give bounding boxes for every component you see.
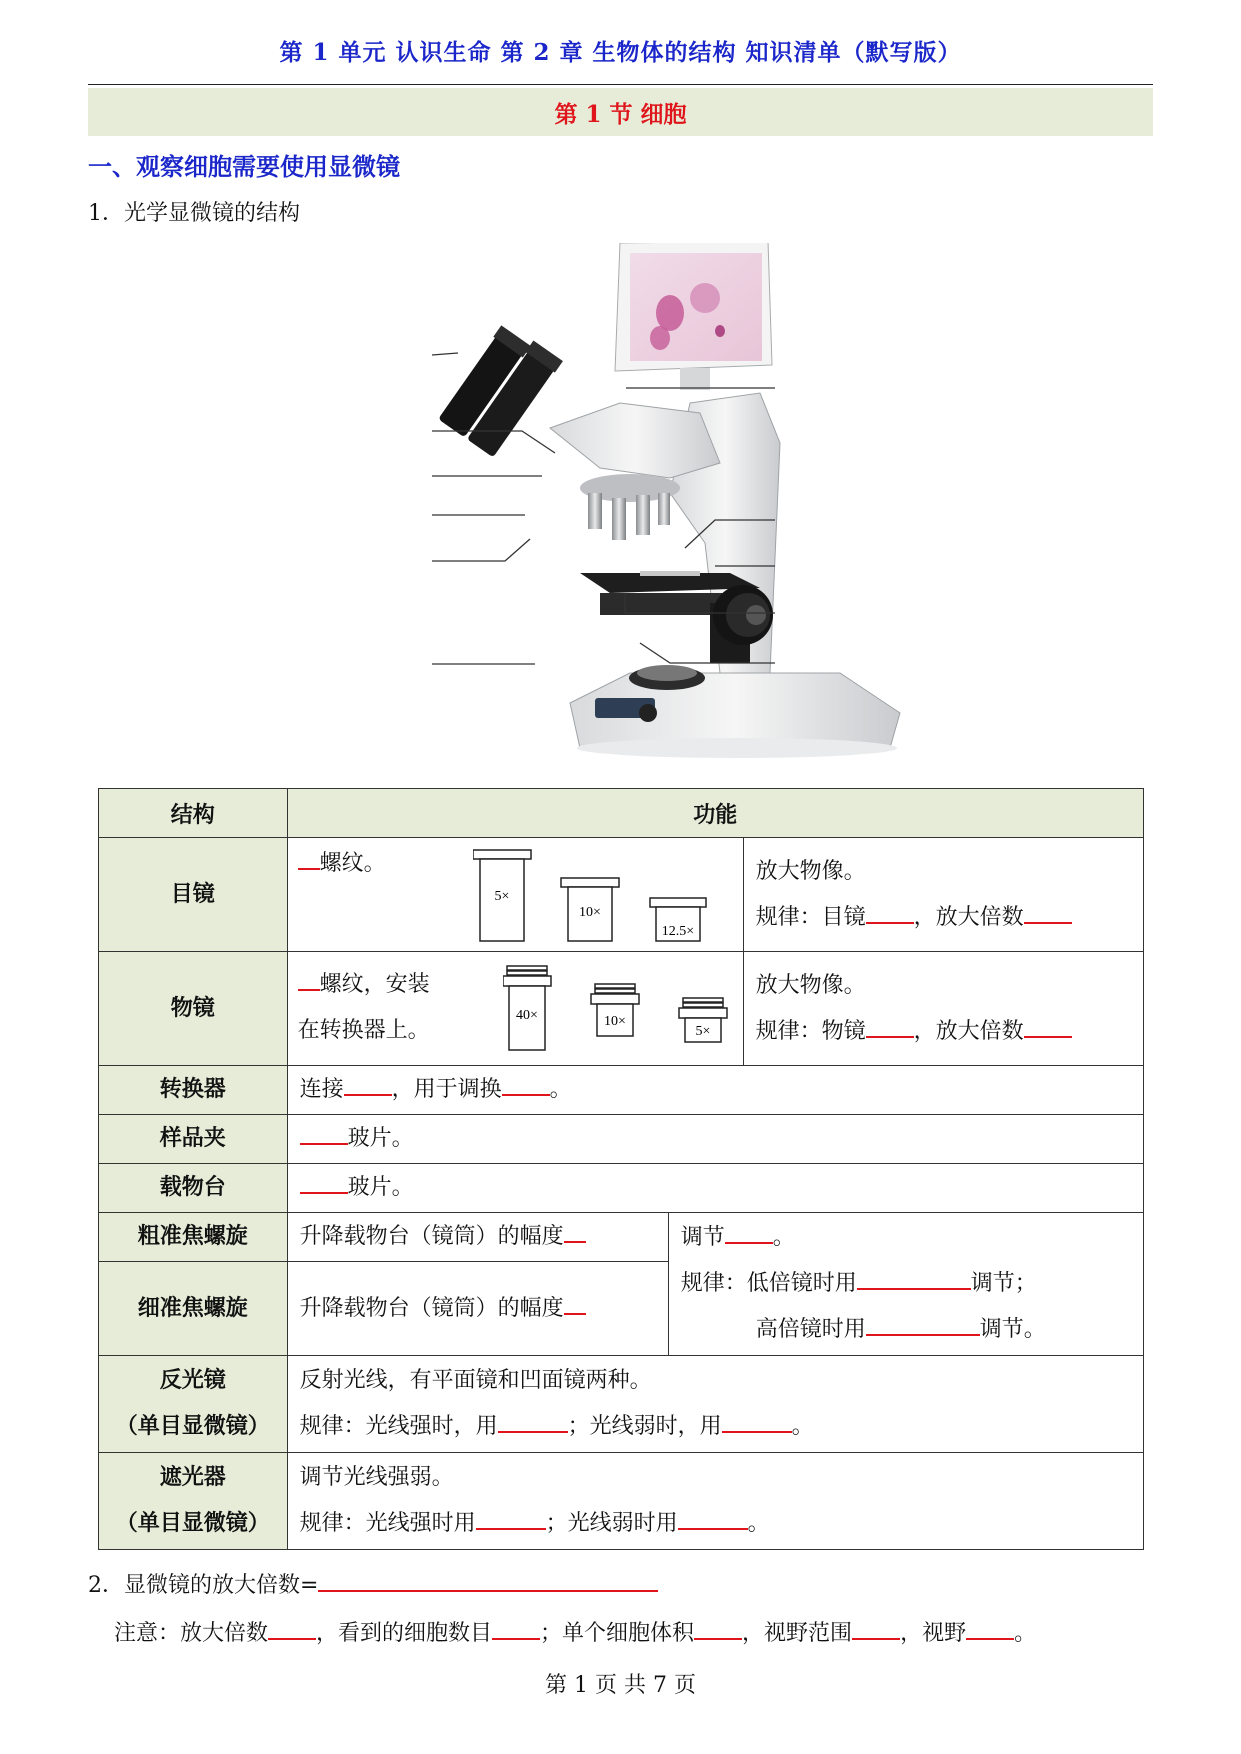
blank[interactable] [866,1014,914,1038]
blank[interactable] [564,1291,586,1315]
focus-text-d: 调节； [970,1271,1037,1296]
mirror-text-d: 。 [791,1414,814,1439]
diaphragm-text-c: ；光线弱时用 [545,1511,678,1536]
item-magnification [88,1568,658,1599]
section-title: 第 1 节 细胞 [88,88,1153,136]
diaphragm-text-d: 。 [747,1511,770,1536]
eyepiece-func1: 放大物像。 [755,858,866,884]
mirror-name2: （单目显微镜） [115,1414,270,1439]
note-text-e: ，视野 [900,1621,967,1646]
objective-lens-drawings [503,964,733,1054]
page-header: 第 1 单元 认识生命 第 2 章 生物体的结构 知识清单（默写版） [279,39,962,66]
blank[interactable] [498,1409,568,1433]
coarse-text: 升降载物台（镜筒）的幅度 [299,1224,564,1249]
blank[interactable] [298,846,320,870]
diaphragm-name1: 遮光器 [159,1465,226,1490]
coarse-desc [287,1213,668,1262]
header-divider [88,84,1153,85]
microscope-figure [200,243,1040,778]
eyepiece-desc-cell [287,838,743,952]
blank[interactable] [344,1072,392,1096]
converter-func [287,1066,1143,1115]
mirror-text-c: ；光线弱时，用 [567,1414,722,1439]
eyepiece-10x: 10× [578,905,601,920]
blank[interactable] [857,1266,971,1290]
note-text-f: 。 [1014,1621,1037,1646]
coarse-label: 粗准焦螺旋 [99,1213,288,1262]
stage-func [287,1164,1143,1213]
objective-func-cell [743,952,1143,1066]
objective-desc-cell [287,952,743,1066]
note-text-d: ，视野范围 [742,1621,853,1646]
blank[interactable] [725,1220,773,1244]
mirror-name1: 反光镜 [159,1368,226,1393]
item-magnification-text: 2．显微镜的放大倍数= [88,1573,319,1598]
blank[interactable] [564,1219,586,1243]
mirror-text-a: 反射光线，有平面镜和凹面镜两种。 [299,1368,652,1393]
diaphragm-text-a: 调节光线强弱。 [299,1465,454,1490]
focus-text-a: 调节 [680,1225,725,1250]
fine-text: 升降载物台（镜筒）的幅度 [299,1295,564,1321]
blank[interactable] [1024,1014,1072,1038]
focus-text-c: 规律：低倍镜时用 [680,1271,857,1296]
blank[interactable] [298,967,320,991]
eyepiece-func2a: 规律：目镜 [755,904,866,930]
note-line [114,1616,1036,1647]
stage-label: 载物台 [99,1164,288,1213]
converter-text-b: ，用于调换 [391,1077,502,1102]
eyepiece-func-cell [743,838,1143,952]
eyepiece-desc: 螺纹。 [319,851,386,876]
blank[interactable] [678,1506,748,1530]
eyepiece-label: 目镜 [99,838,288,952]
objective-func2a: 规律：物镜 [755,1018,866,1044]
note-text-b: ，看到的细胞数目 [316,1621,493,1646]
objective-func1: 放大物像。 [755,972,866,998]
mirror-text-b: 规律：光线强时，用 [299,1414,498,1439]
blank[interactable] [502,1072,550,1096]
blank[interactable] [852,1616,900,1640]
heading-observe-cells: 一、观察细胞需要使用显微镜 [88,152,400,181]
blank[interactable] [1024,900,1072,924]
clip-func [287,1115,1143,1164]
diaphragm-name2: （单目显微镜） [115,1511,270,1536]
eyepiece-func2b: ，放大倍数 [913,904,1024,930]
diaphragm-text-b: 规律：光线强时用 [299,1511,476,1536]
blank[interactable] [866,1312,980,1336]
mirror-func [287,1356,1143,1453]
fine-label: 细准焦螺旋 [99,1262,288,1356]
blank[interactable] [318,1568,658,1592]
col-header-function: 功能 [287,789,1143,838]
note-text-a: 注意：放大倍数 [114,1621,269,1646]
converter-text-a: 连接 [299,1077,344,1102]
blank[interactable] [492,1616,540,1640]
objective-40x: 40× [515,1008,538,1023]
clip-text: 玻片。 [347,1126,414,1151]
objective-func2b: ，放大倍数 [913,1018,1024,1044]
focus-func-cell [668,1213,1143,1356]
blank[interactable] [300,1121,348,1145]
eyepiece-5x: 5× [494,889,510,904]
item-microscope-structure: 1．光学显微镜的结构 [88,201,300,226]
mirror-label [99,1356,288,1453]
blank[interactable] [476,1506,546,1530]
eyepiece-lens-drawings [473,848,718,948]
eyepiece-12.5x: 12.5× [661,924,694,939]
blank[interactable] [694,1616,742,1640]
diaphragm-func [287,1453,1143,1550]
objective-desc1: 螺纹，安装 [319,972,430,997]
objective-5x: 5× [695,1024,711,1039]
objective-label: 物镜 [99,952,288,1066]
structure-function-table [98,788,1144,1550]
converter-text-c: 。 [549,1077,572,1102]
objective-10x: 10× [603,1014,626,1029]
focus-text-e: 高倍镜时用 [755,1317,866,1342]
col-header-structure: 结构 [99,789,288,838]
blank[interactable] [866,900,914,924]
note-text-c: ；单个细胞体积 [540,1621,695,1646]
stage-text: 玻片。 [347,1175,414,1200]
blank[interactable] [268,1616,316,1640]
blank[interactable] [722,1409,792,1433]
fine-desc [287,1262,668,1356]
diaphragm-label [99,1453,288,1550]
page-footer: 第 1 页 共 7 页 [545,1673,696,1698]
objective-desc2: 在转换器上。 [297,1018,430,1043]
focus-text-b: 。 [772,1225,795,1250]
converter-label: 转换器 [99,1066,288,1115]
focus-text-f: 调节。 [979,1317,1046,1342]
clip-label: 样品夹 [99,1115,288,1164]
blank[interactable] [300,1170,348,1194]
blank[interactable] [966,1616,1014,1640]
